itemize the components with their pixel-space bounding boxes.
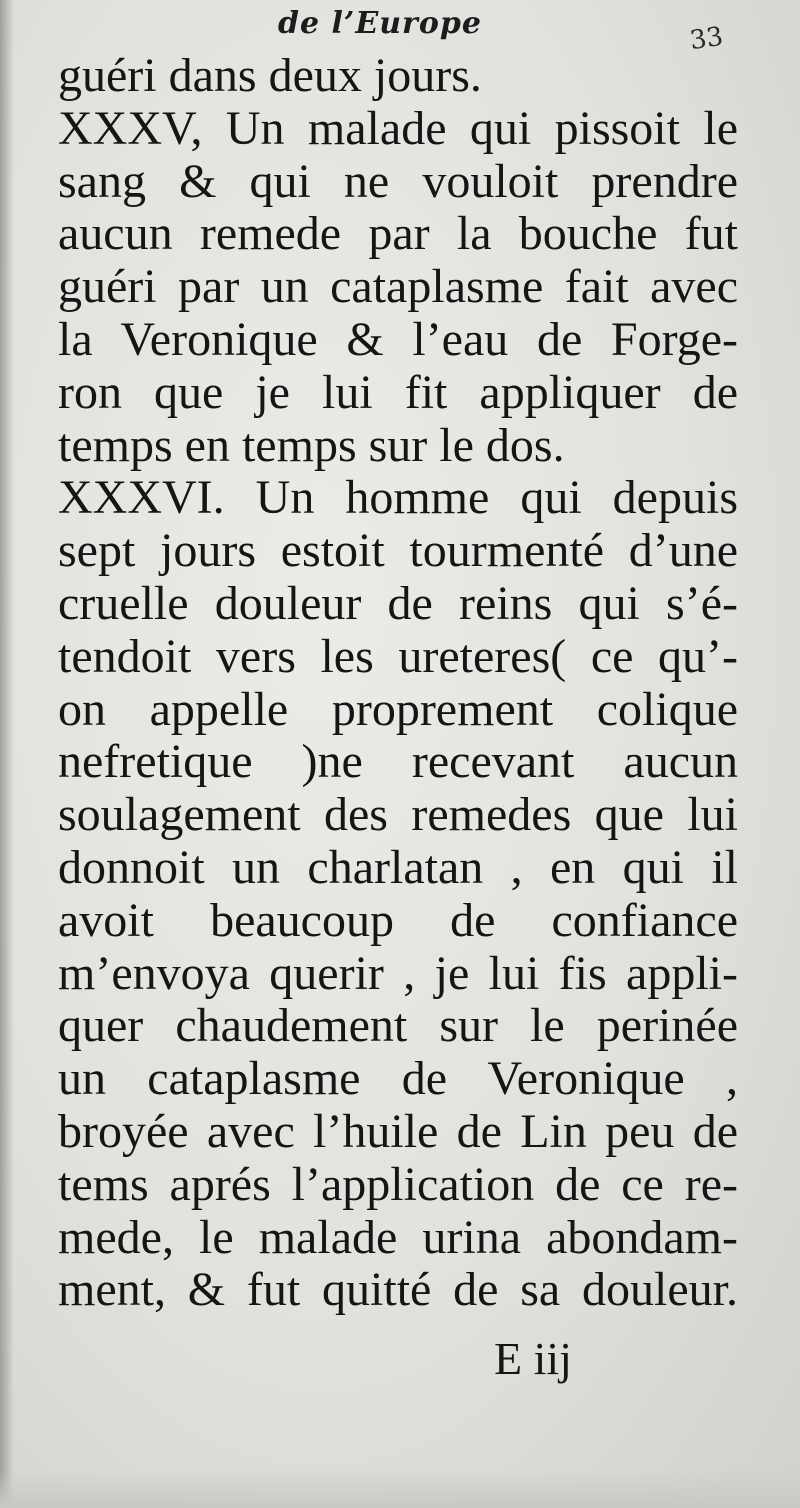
text-line: avoit beaucoup de confiance [58, 893, 738, 947]
text-line: soulagement des remedes que lui [58, 788, 738, 842]
signature-mark: E iij [494, 1333, 572, 1384]
running-head: de l’Europe [278, 6, 482, 41]
text-line: donnoit un charlatan , en qui il [58, 840, 738, 894]
text-line: tendoit vers les ureteres( ce qu’- [58, 629, 738, 683]
gutter-shadow [0, 0, 14, 1508]
text-line: nefretique )ne recevant aucun [58, 735, 738, 789]
text-line: quer chaudement sur le perinée [58, 999, 738, 1053]
text-line: guéri dans deux jours. [58, 49, 482, 102]
text-line: tems aprés l’application de ce re- [58, 1157, 738, 1211]
text-line: temps en temps sur le dos. [58, 418, 565, 472]
text-line: aucun remede par la bouche fut [58, 207, 738, 261]
text-line: guéri par un cataplasme fait avec [58, 260, 738, 314]
text-line: cruelle douleur de reins qui s’é- [58, 576, 738, 630]
text-line: m’envoya querir , je lui fis appli- [58, 946, 738, 1000]
text-line: sept jours estoit tourmenté d’une [58, 524, 738, 578]
body-text [58, 50, 738, 1317]
page-number-mark: 33 [688, 21, 726, 57]
page-bottom-edge [0, 1468, 800, 1508]
text-line: ment, & fut quitté de sa douleur. [58, 1263, 738, 1317]
text-line: ron que je lui fit appliquer de [58, 365, 738, 419]
text-line: mede, le malade urina abondam- [58, 1210, 738, 1264]
text-line: la Veronique & l’eau de Forge- [58, 312, 738, 366]
text-line: XXXV, Un malade qui pissoit le [58, 101, 738, 155]
text-line: XXXVI. Un homme qui depuis [58, 471, 738, 525]
text-line: un cataplasme de Veronique , [58, 1052, 738, 1106]
text-line: broyée avec l’huile de Lin peu de [58, 1104, 738, 1158]
text-line: on appelle proprement colique [58, 682, 738, 736]
text-line: sang & qui ne vouloit prendre [58, 154, 738, 208]
